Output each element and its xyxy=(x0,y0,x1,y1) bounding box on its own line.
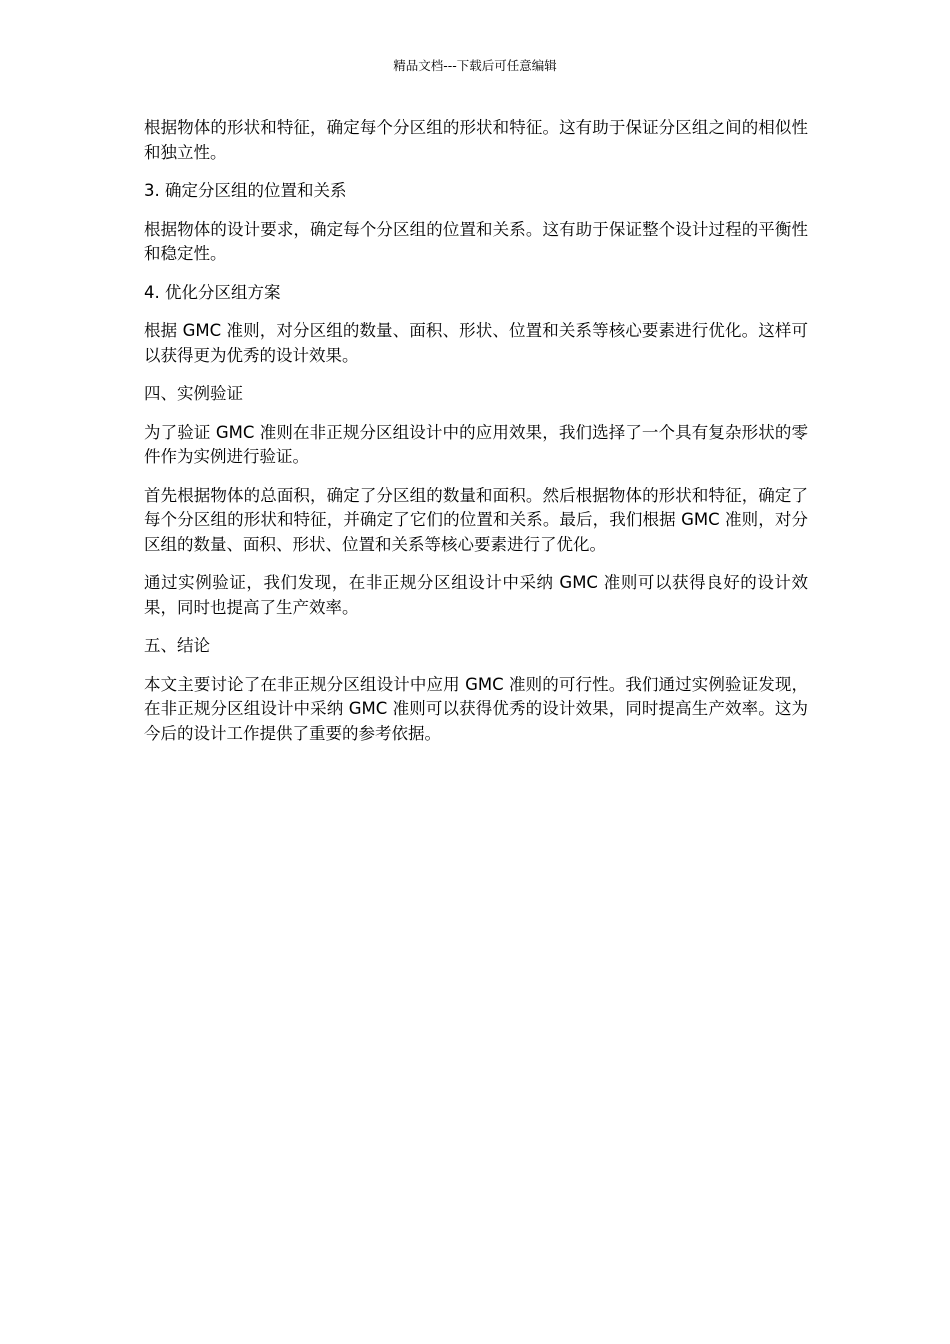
body-paragraph: 本文主要讨论了在非正规分区组设计中应用 GMC 准则的可行性。我们通过实例验证发现，在非正规分区组设计中采纳 GMC 准则可以获得优秀的设计效果，同时提高生产效率。这为今后的设计工作提供了重要的参考依据。 xyxy=(144,674,808,743)
body-paragraph: 根据物体的设计要求，确定每个分区组的位置和关系。这有助于保证整个设计过程的平衡性和稳定性。 xyxy=(144,219,808,263)
section-heading: 四、实例验证 xyxy=(144,384,243,403)
section-heading: 五、结论 xyxy=(144,636,210,655)
body-paragraph: 根据 GMC 准则，对分区组的数量、面积、形状、位置和关系等核心要素进行优化。这样可以获得更为优秀的设计效果。 xyxy=(144,321,808,365)
body-paragraph: 为了验证 GMC 准则在非正规分区组设计中的应用效果，我们选择了一个具有复杂形状的零件作为实例进行验证。 xyxy=(144,422,808,466)
section-heading: 4. 优化分区组方案 xyxy=(144,282,281,302)
page-header: 精品文档---下载后可任意编辑 xyxy=(393,58,557,73)
body-paragraph: 根据物体的形状和特征，确定每个分区组的形状和特征。这有助于保证分区组之间的相似性和独立性。 xyxy=(144,118,808,162)
document-body xyxy=(144,116,808,760)
section-heading: 3. 确定分区组的位置和关系 xyxy=(144,181,347,200)
body-paragraph: 首先根据物体的总面积，确定了分区组的数量和面积。然后根据物体的形状和特征，确定了每个分区组的形状和特征，并确定了它们的位置和关系。最后，我们根据 GMC 准则，对分区组的数量、面积、形状、位置和关系等核心要素进行了优化。 xyxy=(144,485,808,554)
body-paragraph: 通过实例验证，我们发现，在非正规分区组设计中采纳 GMC 准则可以获得良好的设计效果，同时也提高了生产效率。 xyxy=(144,573,808,617)
